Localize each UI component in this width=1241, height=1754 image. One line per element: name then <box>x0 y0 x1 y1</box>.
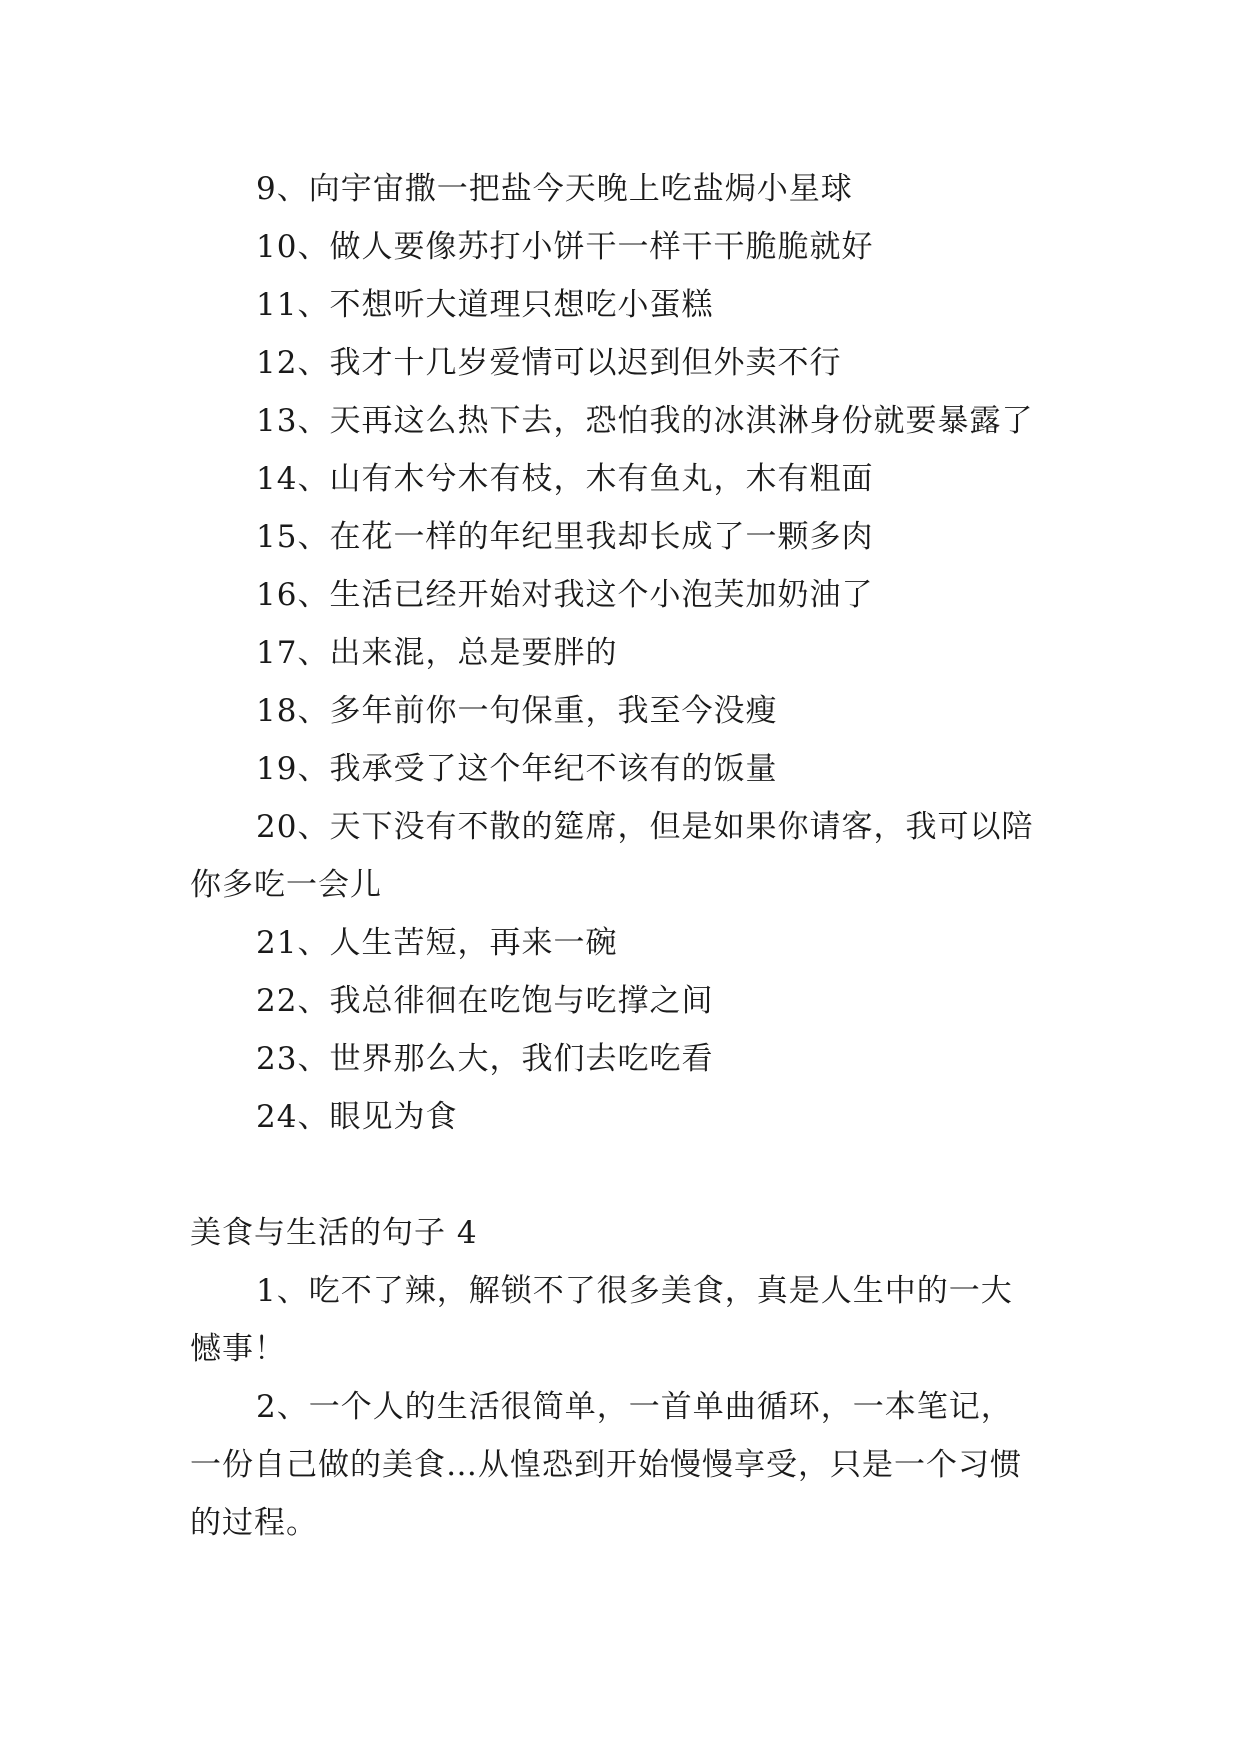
list-item: 10、做人要像苏打小饼干一样干干脆脆就好 <box>256 229 874 265</box>
paragraph-2-line-2: 一份自己做的美食…从惶恐到开始慢慢享受，只是一个习惯 <box>190 1447 1022 1483</box>
list-item: 19、我承受了这个年纪不该有的饭量 <box>256 751 778 787</box>
list-item: 22、我总徘徊在吃饱与吃撑之间 <box>256 983 714 1019</box>
paragraph-2-line-1: 2、一个人的生活很简单，一首单曲循环，一本笔记， <box>256 1389 1013 1425</box>
list-item: 23、世界那么大，我们去吃吃看 <box>256 1041 714 1077</box>
list-item: 15、在花一样的年纪里我却长成了一颗多肉 <box>256 519 874 555</box>
list-item-20-line-1: 20、天下没有不散的筵席，但是如果你请客，我可以陪 <box>256 809 1034 845</box>
list-item: 21、人生苦短，再来一碗 <box>256 925 618 961</box>
paragraph-1-line-2: 憾事！ <box>190 1331 286 1367</box>
list-item: 24、眼见为食 <box>256 1099 458 1135</box>
list-item: 12、我才十几岁爱情可以迟到但外卖不行 <box>256 345 842 381</box>
list-item: 17、出来混，总是要胖的 <box>256 635 618 671</box>
paragraph-2-line-3: 的过程。 <box>190 1505 318 1541</box>
list-item: 13、天再这么热下去，恐怕我的冰淇淋身份就要暴露了 <box>256 403 1034 439</box>
list-item: 14、山有木兮木有枝，木有鱼丸，木有粗面 <box>256 461 874 497</box>
section-heading: 美食与生活的句子 4 <box>190 1215 478 1251</box>
document-content <box>190 160 1050 1552</box>
list-item: 9、向宇宙撒一把盐今天晚上吃盐焗小星球 <box>256 171 853 207</box>
list-item: 16、生活已经开始对我这个小泡芙加奶油了 <box>256 577 874 613</box>
paragraph-1-line-1: 1、吃不了辣，解锁不了很多美食，真是人生中的一大 <box>256 1273 1013 1309</box>
list-item: 18、多年前你一句保重，我至今没瘦 <box>256 693 778 729</box>
list-item-20-line-2: 你多吃一会儿 <box>190 867 382 903</box>
list-item: 11、不想听大道理只想吃小蛋糕 <box>256 287 714 323</box>
